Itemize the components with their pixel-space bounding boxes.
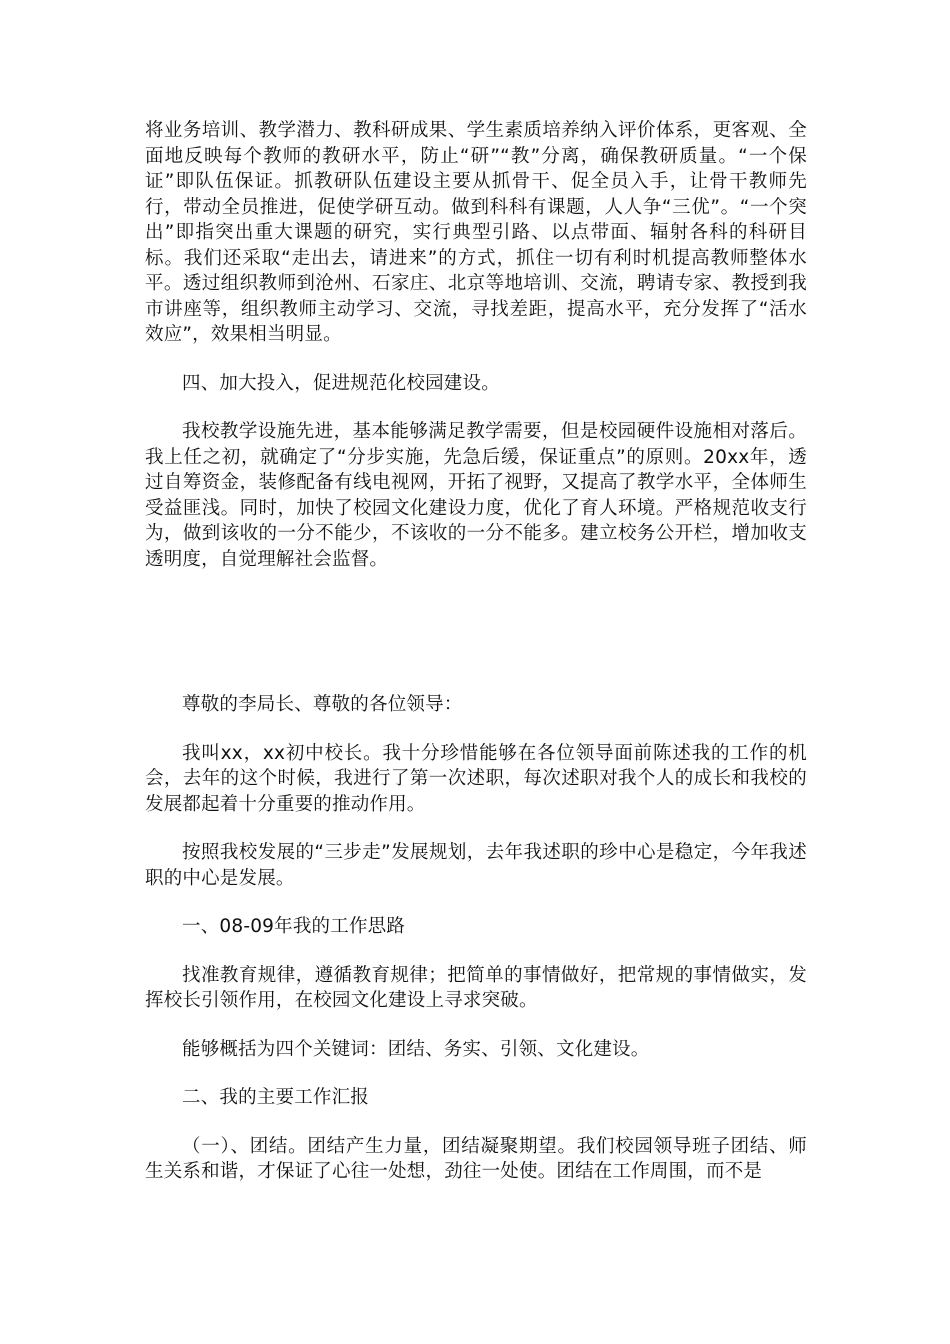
paragraph-keywords: 能够概括为四个关键词：团结、务实、引领、文化建设。: [182, 1038, 650, 1060]
heading-section-four: 四、加大投入，促进规范化校园建设。: [182, 372, 500, 394]
paragraph-evaluation-system: 将业务培训、教学潜力、教科研成果、学生素质培养纳入评价体系，更客观、全面地反映每个教师的教研水平，防止“研”“教”分离，确保教研质量。“一个保证”即队伍保证。抓教研队伍建设主要从抓骨干、促全员入手，让骨干教师先行，带动全员推进，促使学研互动。做到科科有课题，人人争“三优”。“一个突出”即指突出重大课题的研究，实行典型引路、以点带面、辐射各科的科研目标。我们还采取“走出去，请进来”的方式，抓住一切有利时机提高教师整体水平。透过组织教师到沧州、石家庄、北京等地培训、交流，聘请专家、教授到我市讲座等，组织教师主动学习、交流，寻找差距，提高水平，充分发挥了“活水效应”，效果相当明显。: [145, 120, 807, 345]
heading-section-one: 一、08-09年我的工作思路: [182, 916, 406, 937]
document-page: [145, 118, 807, 1185]
paragraph-work-approach: 找准教育规律，遵循教育规律；把简单的事情做好，把常规的事情做实，发挥校长引领作用，在校园文化建设上寻求突破。: [145, 964, 807, 1011]
paragraph-facilities: 我校教学设施先进，基本能够满足教学需要，但是校园硬件设施相对落后。我上任之初，就确定了“分步实施，先急后缓，保证重点”的原则。20xx年，透过自筹资金，装修配备有线电视网，开拓了视野，又提高了教学水平，全体师生受益匪浅。同时，加快了校园文化建设力度，优化了育人环境。严格规范收支行为，做到该收的一分不能少，不该收的一分不能多。建立校务公开栏，增加收支透明度，自觉理解社会监督。: [145, 421, 807, 570]
heading-section-two: 二、我的主要工作汇报: [182, 1087, 370, 1108]
paragraph-development-plan: 按照我校发展的“三步走”发展规划，去年我述职的珍中心是稳定，今年我述职的中心是发展。: [145, 842, 807, 889]
paragraph-introduction: 我叫xx，xx初中校长。我十分珍惜能够在各位领导面前陈述我的工作的机会，去年的这个时候，我进行了第一次述职，每次述职对我个人的成长和我校的发展都起着十分重要的推动作用。: [145, 742, 807, 815]
paragraph-unity: （一）、团结。团结产生力量，团结凝聚期望。我们校园领导班子团结、师生关系和谐，才保证了心往一处想，劲往一处使。团结在工作周围，而不是: [145, 1135, 807, 1182]
salutation: 尊敬的李局长、尊敬的各位领导：: [182, 694, 463, 715]
